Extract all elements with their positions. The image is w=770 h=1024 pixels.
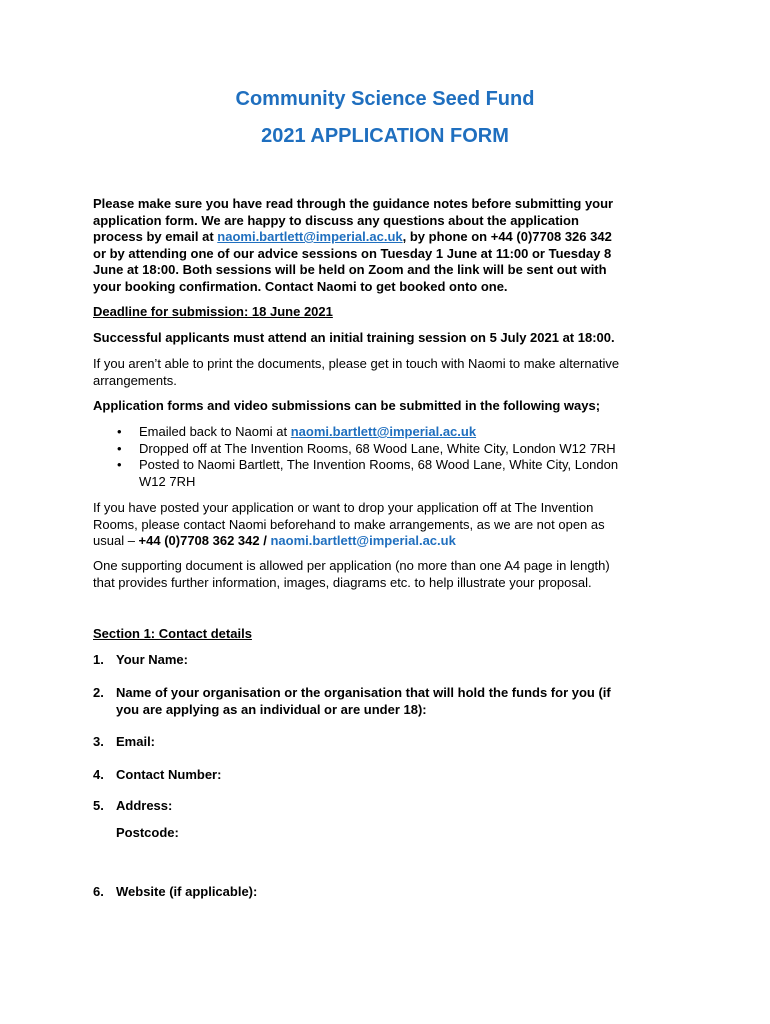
question-item [93, 734, 683, 751]
bullet-icon: • [117, 457, 122, 472]
print-note-line: arrangements. [93, 372, 177, 388]
question-item [93, 767, 683, 784]
posted-note-text: usual – [93, 533, 139, 548]
email-link[interactable]: naomi.bartlett@imperial.ac.uk [290, 424, 477, 439]
print-note-line: If you aren’t able to print the documents, please get in touch with Naomi to make alternative [93, 356, 620, 371]
intro-line: Please make sure you have read through the guidance notes before submitting your [93, 196, 614, 211]
postcode-label-item [93, 825, 683, 842]
form-subtitle: 2021 APPLICATION FORM [261, 125, 509, 147]
deadline-text: Deadline for submission: 18 June 2021 [93, 304, 333, 319]
question-label-line: Name of your organisation or the organisation that will hold the funds for you (if [116, 685, 611, 700]
question-item [93, 798, 683, 815]
list-item [93, 424, 683, 441]
bullet-icon: • [117, 440, 122, 456]
postcode-label: Postcode: [116, 825, 179, 840]
intro-line: or by attending one of our advice sessions on Tuesday 1 June at 11:00 or Tuesday 8 [93, 245, 612, 261]
list-item [93, 457, 683, 490]
question-label: Contact Number: [116, 767, 222, 782]
question-label: Address: [116, 798, 173, 813]
question-number: 5. [93, 798, 104, 813]
question-label-line: you are applying as an individual or are under 18): [116, 701, 427, 717]
posted-note-line [93, 533, 683, 550]
list-item-text: Posted to Naomi Bartlett, The Invention Rooms, 68 Wood Lane, White City, London [139, 457, 619, 472]
list-item-text: W12 7RH [139, 473, 196, 489]
question-item [93, 685, 683, 718]
intro-paragraph [93, 196, 683, 295]
question-number: 3. [93, 734, 104, 749]
intro-text: , by phone on +44 (0)7708 326 342 [402, 229, 612, 244]
email-link[interactable]: naomi.bartlett@imperial.ac.uk [217, 229, 403, 244]
posted-note-line: If you have posted your application or want to drop your application off at The Invention [93, 500, 594, 515]
question-label [93, 685, 683, 718]
section-heading: Section 1: Contact details [93, 626, 252, 641]
posted-note-line: Rooms, please contact Naomi beforehand to make arrangements, as we are not open as [93, 516, 605, 532]
intro-line: your booking confirmation. Contact Naomi to get booked onto one. [93, 278, 508, 294]
supporting-document-note [93, 558, 683, 591]
bullet-icon: • [117, 424, 122, 439]
form-title: Community Science Seed Fund [235, 88, 535, 110]
question-item [93, 652, 683, 669]
intro-line: application form. We are happy to discuss any questions about the application [93, 212, 579, 228]
posted-note [93, 500, 683, 550]
print-note [93, 356, 683, 389]
list-item-text: Emailed back to Naomi at [139, 424, 291, 439]
supporting-line: that provides further information, images, diagrams etc. to help illustrate your proposal. [93, 574, 592, 590]
question-item [93, 884, 683, 901]
list-item [93, 441, 683, 458]
intro-line [93, 229, 683, 246]
intro-line: June at 18:00. Both sessions will be held on Zoom and the link will be sent out with [93, 262, 607, 277]
question-label: Your Name: [116, 652, 188, 667]
list-item-text: Dropped off at The Invention Rooms, 68 Wood Lane, White City, London W12 7RH [139, 440, 616, 456]
intro-text: process by email at [93, 229, 218, 244]
question-number: 1. [93, 652, 104, 667]
question-label: Website (if applicable): [116, 884, 258, 899]
email-text[interactable]: naomi.bartlett@imperial.ac.uk [270, 533, 456, 548]
question-number: 2. [93, 685, 104, 700]
question-label: Email: [116, 734, 156, 749]
phone-number: +44 (0)7708 362 342 / [138, 533, 271, 548]
supporting-line: One supporting document is allowed per application (no more than one A4 page in length) [93, 558, 610, 573]
question-number: 4. [93, 767, 104, 782]
submission-heading: Application forms and video submissions can be submitted in the following ways; [93, 398, 601, 413]
question-number: 6. [93, 884, 104, 899]
training-notice: Successful applicants must attend an initial training session on 5 July 2021 at 18:00. [93, 330, 615, 345]
submission-list [93, 424, 683, 490]
